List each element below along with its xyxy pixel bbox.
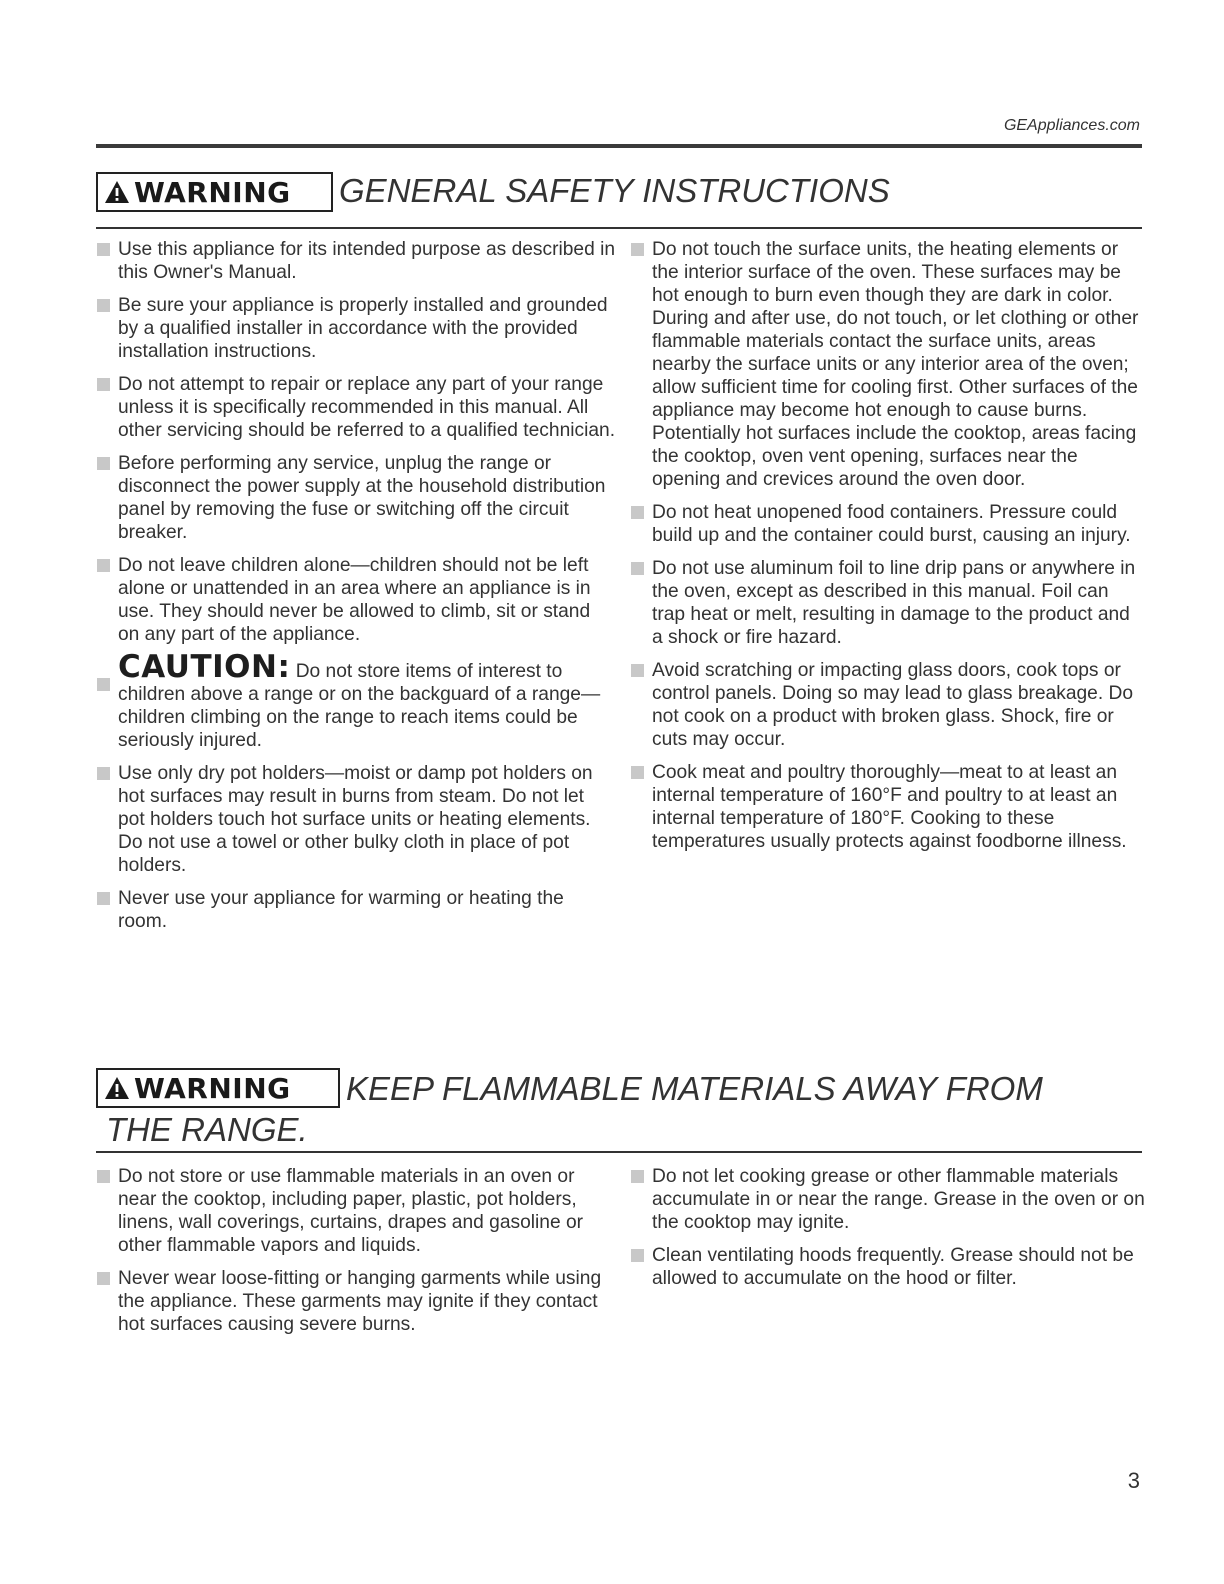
general-safety-left-column — [96, 238, 616, 943]
flammable-materials-header — [96, 1064, 1142, 1156]
warning-triangle-icon — [104, 1076, 130, 1100]
bullet-square — [631, 506, 644, 519]
bullet-square — [631, 766, 644, 779]
bullet-square — [631, 243, 644, 256]
list-item: Clean ventilating hoods frequently. Grease should not be allowed to accumulate on the hood or filter. — [630, 1244, 1145, 1290]
page-number: 3 — [1127, 1468, 1140, 1493]
bullet-square — [97, 378, 110, 391]
list-item: Do not leave children alone—children should not be left alone or unattended in an area where an appliance is in use. They should never be allowed to climb, sit or stand on any part of the appliance. — [96, 554, 616, 646]
bullet-square — [97, 559, 110, 572]
general-safety-header — [96, 172, 1142, 232]
list-item: Before performing any service, unplug the range or disconnect the power supply at the household distribution panel by removing the fuse or switching off the circuit breaker. — [96, 452, 616, 544]
section-title-line1: KEEP FLAMMABLE MATERIALS AWAY FROM — [346, 1070, 1043, 1107]
bullet-square — [631, 664, 644, 677]
warning-triangle-icon — [104, 180, 130, 204]
caution-label: CAUTION: — [118, 649, 291, 685]
site-url: GEAppliances.com — [1003, 117, 1140, 134]
bullet-square — [97, 767, 110, 780]
warning-label: WARNING — [134, 175, 291, 209]
section-divider — [96, 227, 1142, 229]
bullet-square — [97, 1170, 110, 1183]
bullet-square — [631, 1249, 644, 1262]
bullet-square — [97, 892, 110, 905]
caution-item — [96, 649, 616, 752]
list-item: Avoid scratching or impacting glass doors, cook tops or control panels. Doing so may lead to glass breakage. Do not cook on a product with broken glass. Shock, fire or cuts may occur. — [630, 659, 1145, 751]
warning-badge — [96, 172, 333, 212]
list-item: Use only dry pot holders—moist or damp pot holders on hot surfaces may result in burns from steam. Do not let pot holders touch hot surface units or heating elements. Do not use a towel or other bulky cloth in place of pot holders. — [96, 762, 616, 877]
list-item: Never use your appliance for warming or heating the room. — [96, 887, 616, 933]
bullet-square — [97, 243, 110, 256]
section-title-line2: THE RANGE. — [106, 1111, 308, 1148]
bullet-square — [631, 1170, 644, 1183]
bullet-square — [97, 678, 110, 691]
top-divider — [96, 144, 1142, 148]
section-divider — [96, 1151, 1142, 1153]
bullet-square — [631, 562, 644, 575]
caution-text: Do not store items of interest to children above a range or on the backguard of a range—children climbing on the range to reach items could be seriously injured. — [118, 661, 601, 751]
list-item: Be sure your appliance is properly installed and grounded by a qualified installer in accordance with the provided installation instructions. — [96, 294, 616, 363]
list-item: Do not attempt to repair or replace any part of your range unless it is specifically recommended in this manual. All other servicing should be referred to a qualified technician. — [96, 373, 616, 442]
list-item: Do not heat unopened food containers. Pressure could build up and the container could burst, causing an injury. — [630, 501, 1145, 547]
list-item: Cook meat and poultry thoroughly—meat to at least an internal temperature of 160°F and poultry to at least an internal temperature of 180°F. Cooking to these temperatures usually protects against foodborne illness. — [630, 761, 1145, 853]
list-item: Do not let cooking grease or other flammable materials accumulate in or near the range. Grease in the oven or on the cooktop may ignite. — [630, 1165, 1145, 1234]
list-item: Do not store or use flammable materials in an oven or near the cooktop, including paper, plastic, pot holders, linens, wall coverings, curtains, drapes and gasoline or other flammable vapors and liquids. — [96, 1165, 616, 1257]
bullet-square — [97, 457, 110, 470]
warning-label: WARNING — [134, 1071, 291, 1105]
list-item: Use this appliance for its intended purpose as described in this Owner's Manual. — [96, 238, 616, 284]
warning-badge — [96, 1068, 340, 1108]
list-item: Never wear loose-fitting or hanging garments while using the appliance. These garments may ignite if they contact hot surfaces causing severe burns. — [96, 1267, 616, 1336]
general-safety-right-column — [630, 238, 1145, 863]
bullet-square — [97, 1272, 110, 1285]
section-title: GENERAL SAFETY INSTRUCTIONS — [339, 172, 890, 209]
flammable-right-column — [630, 1165, 1145, 1300]
list-item: Do not use aluminum foil to line drip pans or anywhere in the oven, except as described in this manual. Foil can trap heat or melt, resulting in damage to the product and a shock or fire hazard. — [630, 557, 1145, 649]
flammable-left-column — [96, 1165, 616, 1346]
bullet-square — [97, 299, 110, 312]
list-item: Do not touch the surface units, the heating elements or the interior surface of the oven. These surfaces may be hot enough to burn even though they are dark in color. During and after use, do not touch, or let clothing or other flammable materials contact the surface units, areas nearby the surface units or any interior area of the oven; allow sufficient time for cooling first. Other surfaces of the appliance may become hot enough to cause burns. Potentially hot surfaces include the cooktop, areas facing the cooktop, oven vent opening, surfaces near the opening and crevices around the oven door. — [630, 238, 1145, 491]
